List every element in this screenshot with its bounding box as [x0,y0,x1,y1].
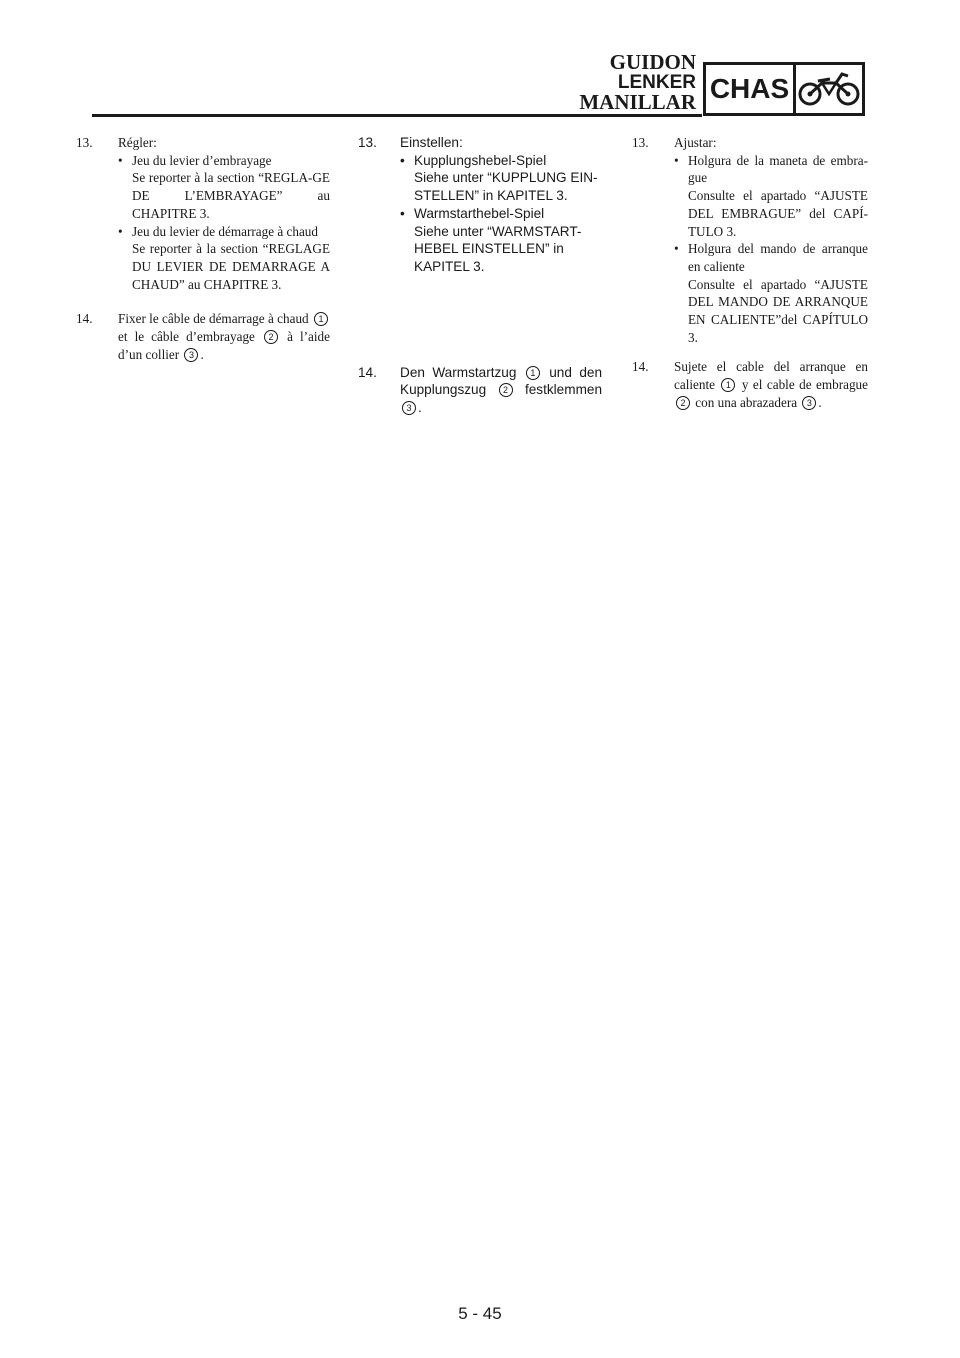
step-14 [76,310,330,363]
bullet-title: Holgura de la maneta de embra-gue [688,152,868,186]
title-es: MANILLAR [579,90,696,114]
bullet-icon: • [118,152,123,168]
bullet-title: Jeu du levier de démarrage à chaud [132,223,318,239]
callout-3: 3 [802,396,816,410]
step-text: Sujete el cable del arranque en caliente [674,359,868,393]
bullet-icon: • [674,152,679,168]
callout-1: 1 [721,378,735,392]
callout-2: 2 [264,330,278,344]
bullet-reference: Consulte el apartado “AJUSTE DEL EMBRAGUE” del CAPÍ-TULO 3. [688,188,868,239]
bullet-item [400,152,602,205]
bullet-icon: • [400,205,405,221]
bullet-icon: • [118,223,123,239]
step-text: festklemmen [524,382,603,398]
bullet-item [674,240,868,346]
callout-3: 3 [184,348,198,362]
bullet-title: Warmstarthebel-Spiel [414,205,545,221]
step-text: . [818,394,822,410]
bullet-item [400,205,602,276]
step-14 [632,358,868,411]
step-text: Fixer le câble de démarrage à chaud [118,311,309,327]
step-number: 14. [76,311,93,327]
bullet-title: Jeu du levier d’embrayage [132,152,272,168]
bullet-item [674,152,868,241]
step-13 [358,134,602,276]
header-rule [92,114,702,117]
motorcycle-icon [796,65,862,113]
title-de: LENKER [617,72,696,93]
step-text: et le câble d’embrayage [118,329,255,345]
bullet-item [118,223,330,294]
column-german [358,134,602,417]
column-french [76,134,330,363]
callout-1: 1 [526,366,540,380]
step-text: y el cable de embrague [741,377,868,393]
step-text: . [200,346,204,362]
step-number: 13. [76,135,93,150]
badge-label: CHAS [706,65,796,113]
title-fr: GUIDON [609,50,696,74]
bullet-title: Kupplungshebel-Spiel [414,152,547,168]
chassis-badge [703,62,865,116]
step-text: Den Warmstartzug [400,364,517,380]
bullet-title: Holgura del mando de arranque en caliente [688,241,868,274]
step-title: Ajustar: [674,135,717,150]
step-text: con una abrazadera [695,394,798,410]
step-number: 13. [358,135,377,150]
callout-3: 3 [402,401,416,415]
callout-2: 2 [676,396,690,410]
bullet-reference: Se reporter à la section “REGLA-GE DE L’EMBRAYAGE” au CHAPITRE 3. [132,170,330,221]
callout-2: 2 [499,383,513,397]
bullet-icon: • [674,241,679,257]
column-spanish [632,134,868,412]
bullet-reference: Siehe unter “KUPPLUNG EIN-STELLEN” in KAPITEL 3. [414,170,598,204]
bullet-reference: Se reporter à la section “REGLAGE DU LEVIER DE DEMARRAGE A CHAUD” au CHAPITRE 3. [132,241,330,292]
step-text: und den Kupplungszug [400,364,603,398]
bullet-reference: Siehe unter “WARMSTART-HEBEL EINSTELLEN” in KAPITEL 3. [414,223,582,274]
step-13 [632,134,868,346]
bullet-reference: Consulte el apartado “AJUSTE DEL MANDO DE ARRANQUE EN CALIENTE”del CAPÍTULO 3. [688,276,868,345]
step-number: 13. [632,135,649,150]
step-number: 14. [358,364,377,380]
step-14 [358,364,602,417]
page-number: 5 - 45 [458,1304,502,1323]
step-title: Einstellen: [400,135,463,150]
section-title [579,52,696,113]
step-13 [76,134,330,293]
step-text: . [418,400,422,416]
step-number: 14. [632,359,649,375]
step-text: à l’aide d’un collier [118,329,331,362]
step-title: Régler: [118,135,157,150]
bullet-item [118,152,330,223]
bullet-icon: • [400,152,405,168]
callout-1: 1 [314,312,328,326]
